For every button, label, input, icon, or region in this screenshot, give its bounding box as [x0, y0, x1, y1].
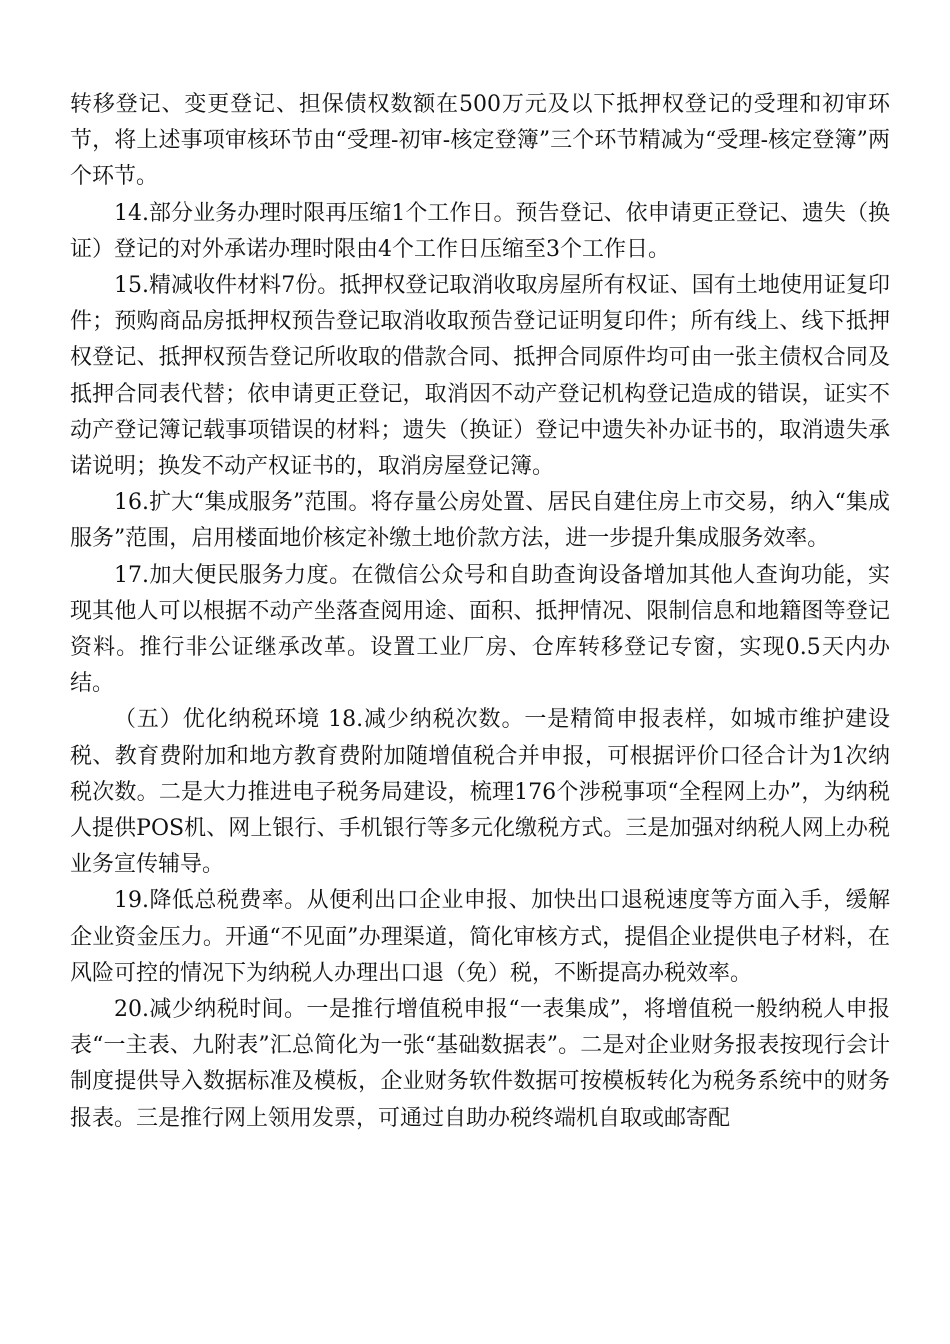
document-page [70, 87, 890, 1137]
paragraph-19: 19.降低总税费率。从便利出口企业申报、加快出口退税速度等方面入手，缓解企业资金压力。开通“不见面”办理渠道，简化审核方式，提倡企业提供电子材料，在风险可控的情况下为纳税人办理出口退（免）税，不断提高办税效率。 [70, 888, 890, 986]
paragraph-16: 16.扩大“集成服务”范围。将存量公房处置、居民自建住房上市交易，纳入“集成服务”范围，启用楼面地价核定补缴土地价款方法，进一步提升集成服务效率。 [70, 490, 890, 552]
paragraph-20: 20.减少纳税时间。一是推行增值税申报“一表集成”，将增值税一般纳税人申报表“一主表、九附表”汇总简化为一张“基础数据表”。二是对企业财务报表按现行会计制度提供导入数据标准及模板，企业财务软件数据可按模板转化为税务系统中的财务报表。三是推行网上领用发票，可通过自助办税终端机自取或邮寄配 [70, 997, 890, 1131]
paragraph-17: 17.加大便民服务力度。在微信公众号和自助查询设备增加其他人查询功能，实现其他人可以根据不动产坐落查阅用途、面积、抵押情况、限制信息和地籍图等登记资料。推行非公证继承改革。设置工业厂房、仓库转移登记专窗，实现0.5天内办结。 [70, 562, 890, 697]
paragraph-continued: 转移登记、变更登记、担保债权数额在500万元及以下抵押权登记的受理和初审环节，将上述事项审核环节由“受理-初审-核定登簿”三个环节精减为“受理-核定登簿”两个环节。 [70, 92, 890, 190]
paragraph-14: 14.部分业务办理时限再压缩1个工作日。预告登记、依申请更正登记、遗失（换证）登记的对外承诺办理时限由4个工作日压缩至3个工作日。 [70, 200, 890, 262]
paragraph-18: （五）优化纳税环境 18.减少纳税次数。一是精简申报表样，如城市维护建设税、教育费附加和地方教育费附加随增值税合并申报，可根据评价口径合计为1次纳税次数。二是大力推进电子税务局建设，梳理176个涉税事项“全程网上办”，为纳税人提供POS机、网上银行、手机银行等多元化缴税方式。三是加强对纳税人网上办税业务宣传辅导。 [70, 707, 890, 878]
paragraph-15: 15.精减收件材料7份。抵押权登记取消收取房屋所有权证、国有土地使用证复印件；预购商品房抵押权预告登记取消收取预告登记证明复印件；所有线上、线下抵押权登记、抵押权预告登记所收取的借款合同、抵押合同原件均可由一张主债权合同及抵押合同表代替；依申请更正登记，取消因不动产登记机构登记造成的错误，证实不动产登记簿记载事项错误的材料；遗失（换证）登记中遗失补办证书的，取消遗失承诺说明；换发不动产权证书的，取消房屋登记簿。 [70, 273, 890, 480]
